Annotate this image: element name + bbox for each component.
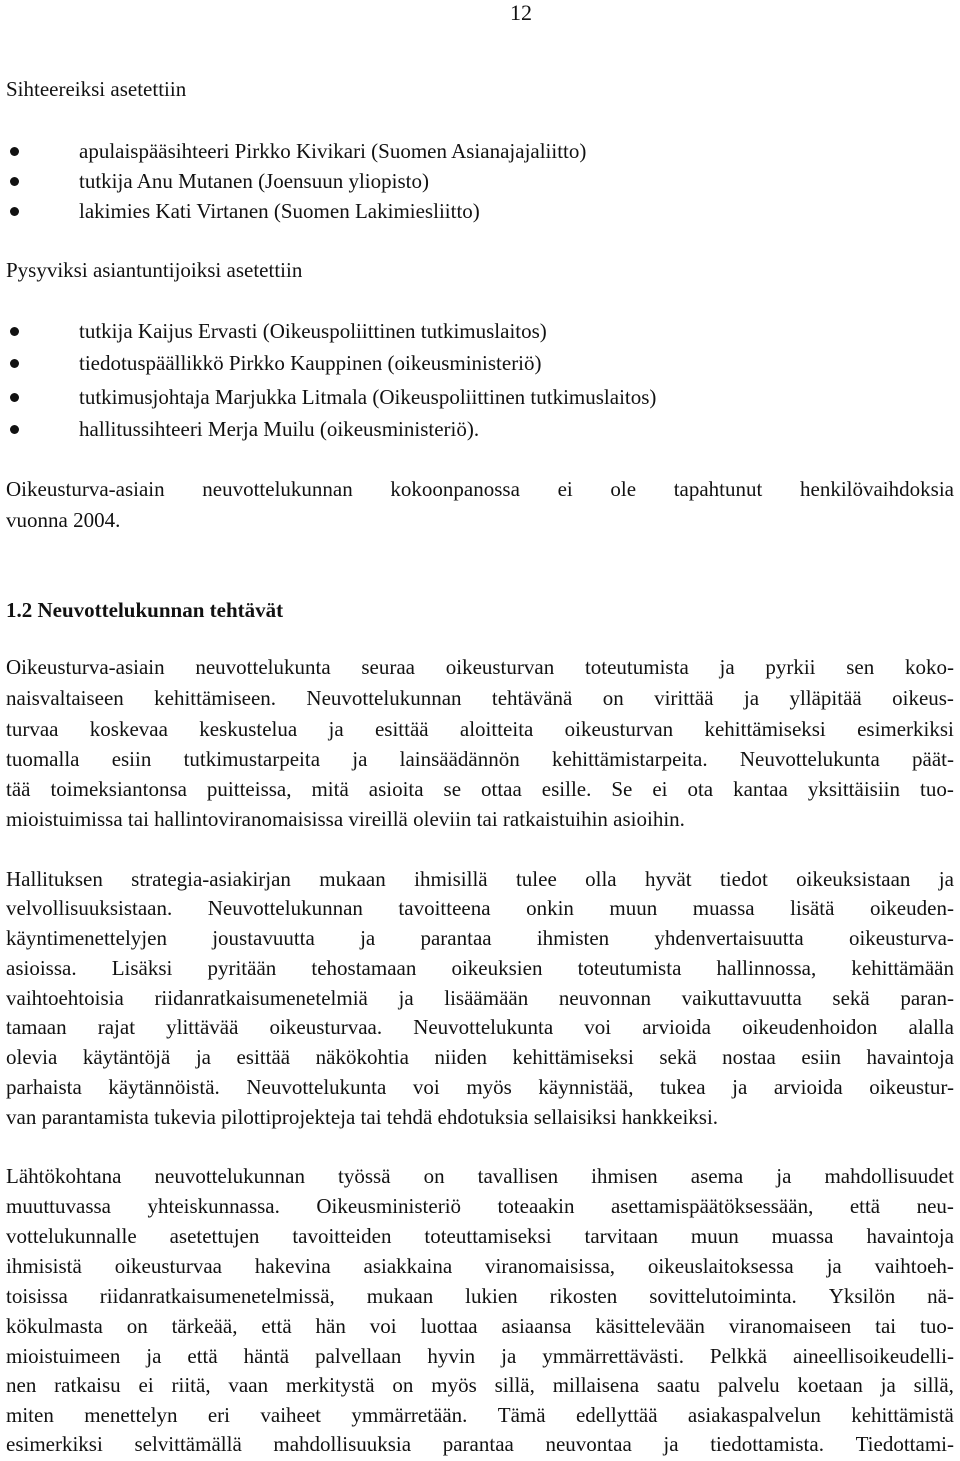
word: oikeuden- (869, 896, 954, 920)
word: käytäntöjä (82, 1045, 171, 1069)
word: havaintoja (866, 1045, 954, 1069)
paragraph-line (6, 1283, 954, 1309)
word: koetaan (797, 1373, 863, 1397)
word: Se (611, 777, 633, 801)
word: oikeuksistaan (796, 867, 911, 891)
word: hyvin (427, 1344, 476, 1368)
word: oikeusturvan (564, 717, 674, 741)
word: asioita (368, 777, 424, 801)
word: mahdollisuudet (824, 1164, 954, 1188)
word: kökulmasta (6, 1314, 103, 1338)
word: mukaan (366, 1284, 434, 1308)
justified-words (6, 1193, 954, 1219)
word: tuo- (919, 777, 954, 801)
justified-words (6, 1014, 954, 1040)
word: käyntimenettelyjen (6, 926, 167, 950)
word: tavoitteiden (292, 1224, 392, 1248)
justified-words (6, 1044, 954, 1070)
word: arvioida (773, 1075, 843, 1099)
word: voi (584, 1015, 612, 1039)
paragraph-line (6, 746, 954, 772)
word: neu- (916, 1194, 954, 1218)
word: onkin (526, 896, 574, 920)
paragraph-line (6, 1431, 954, 1457)
word: on (392, 1373, 414, 1397)
word: mahdollisuuksia (273, 1432, 412, 1456)
word: oikeus- (892, 686, 954, 710)
word: tutkimustarpeita (183, 747, 321, 771)
word: ja (195, 1045, 211, 1069)
word: on (126, 1314, 148, 1338)
justified-words (6, 1343, 954, 1369)
justified-words (6, 654, 954, 680)
word: niiden (434, 1045, 487, 1069)
word: sen (846, 655, 875, 679)
word: viranomaiseen (728, 1314, 852, 1338)
word: myös (431, 1373, 477, 1397)
word: luottaa (420, 1314, 478, 1338)
word: tamaan (6, 1015, 67, 1039)
paragraph-line (6, 476, 954, 502)
word: Tiedottami- (855, 1432, 954, 1456)
word: Neuvottelukunta (413, 1015, 554, 1039)
word: ymmärrettävästi. (542, 1344, 684, 1368)
list-item (10, 138, 586, 164)
paragraph-line (6, 866, 954, 892)
word: käsittelevään (595, 1314, 705, 1338)
word: muun (690, 1224, 739, 1248)
word: sillä, (913, 1373, 954, 1397)
word: Oikeusturva-asiain (6, 655, 165, 679)
word: toteaakin (497, 1194, 575, 1218)
list-item (10, 350, 542, 376)
word: ei (138, 1373, 154, 1397)
word: millaisena (552, 1373, 640, 1397)
word: Tämä (497, 1403, 546, 1427)
word: kehittämiseksi (512, 1045, 634, 1069)
word: mukaan (319, 867, 386, 891)
paragraph-line: van parantamista tukevia pilottiprojekteja tai tehdä ehdotuksia sellaisiksi hankkeiksi. (6, 1105, 719, 1129)
word: työssä (338, 1164, 391, 1188)
word: vaan (228, 1373, 269, 1397)
word: neuvottelukunnan (202, 477, 353, 501)
word: oikeusturva- (848, 926, 954, 950)
justified-words (6, 1431, 954, 1457)
word: koko- (904, 655, 954, 679)
word: yksittäisiin (807, 777, 901, 801)
word: esittää (374, 717, 429, 741)
word: muassa (771, 1224, 834, 1248)
word: nen (6, 1373, 37, 1397)
list-item (10, 416, 479, 442)
word: ja (880, 1373, 896, 1397)
list-item (10, 384, 656, 410)
word: parantaa (420, 926, 492, 950)
justified-words (6, 1313, 954, 1339)
word: neuvonnan (558, 986, 652, 1010)
word: esittää (236, 1045, 291, 1069)
word: ratkaisu (54, 1373, 121, 1397)
list-item-text: tutkimusjohtaja Marjukka Litmala (Oikeuspoliittinen tutkimuslaitos) (79, 385, 657, 409)
word: toteutumista (577, 956, 682, 980)
word: nostaa (722, 1045, 776, 1069)
word: kehittämistä (851, 1403, 954, 1427)
list-item-text: tutkija Anu Mutanen (Joensuun yliopisto) (79, 169, 429, 193)
justified-words (6, 985, 954, 1011)
word: esiin (801, 1045, 842, 1069)
justified-words (6, 1074, 954, 1100)
word: lisätä (790, 896, 835, 920)
word: merkitystä (285, 1373, 375, 1397)
justified-words (6, 716, 954, 742)
word: esiin (111, 747, 152, 771)
list-item (10, 198, 480, 224)
word: parantaa (442, 1432, 514, 1456)
word: neuvottelukunnan (154, 1164, 305, 1188)
word: rikosten (549, 1284, 618, 1308)
word: tukea (660, 1075, 706, 1099)
word: tehostamaan (311, 956, 417, 980)
word: tuo- (920, 1314, 954, 1338)
word: pyrkii (765, 655, 816, 679)
paragraph-line (6, 895, 954, 921)
word: ottaa (481, 777, 522, 801)
bullet-icon (10, 147, 19, 156)
word: palvelu (717, 1373, 780, 1397)
word: ei (557, 477, 573, 501)
word: hän (315, 1314, 346, 1338)
word: tiedottamista. (710, 1432, 824, 1456)
justified-words (6, 776, 954, 802)
word: ole (610, 477, 637, 501)
word: ja (352, 747, 368, 771)
list-item-text: tiedotuspäällikkö Pirkko Kauppinen (oikeusministeriö) (79, 351, 542, 375)
word: yhdenvertaisuutta (654, 926, 804, 950)
word: koskevaa (89, 717, 168, 741)
word: vaihtoehtoisia (6, 986, 124, 1010)
justified-words (6, 1253, 954, 1279)
word: neuvottelukunta (195, 655, 331, 679)
word: tehtävänä (491, 686, 573, 710)
word: sovittelutoiminta. (649, 1284, 797, 1308)
word: havaintoja (866, 1224, 954, 1248)
word: ja (732, 1075, 748, 1099)
word: Yksilön (828, 1284, 896, 1308)
word: ei (652, 777, 668, 801)
word: tiedot (719, 867, 768, 891)
list-item-text: apulaispääsihteeri Pirkko Kivikari (Suomen Asianajajaliitto) (79, 139, 587, 163)
word: ja (146, 1344, 162, 1368)
word: Pelkkä (709, 1344, 768, 1368)
word: ymmärretään. (351, 1403, 468, 1427)
list-item (10, 168, 429, 194)
word: henkilövaihdoksia (800, 477, 954, 501)
word: riitä, (171, 1373, 211, 1397)
word: Neuvottelukunnan (207, 896, 363, 920)
word: oikeuksien (451, 956, 543, 980)
justified-words (6, 685, 954, 711)
word: sillä, (494, 1373, 535, 1397)
word: strategia-asiakirjan (131, 867, 291, 891)
section-heading: 1.2 Neuvottelukunnan tehtävät (6, 598, 284, 622)
secretaries-heading: Sihteereiksi asetettiin (6, 77, 187, 101)
paragraph-line (6, 1343, 954, 1369)
word: että (187, 1344, 218, 1368)
word: päät- (912, 747, 954, 771)
paragraph-line (6, 1313, 954, 1339)
word: joustavuutta (212, 926, 315, 950)
word: että (849, 1194, 881, 1218)
word: voi (369, 1314, 397, 1338)
word: Hallituksen (6, 867, 103, 891)
list-item (10, 318, 547, 344)
word: Oikeusturva-asiain (6, 477, 165, 501)
word: tulee (515, 867, 557, 891)
word: arvioida (642, 1015, 711, 1039)
bullet-icon (10, 177, 19, 186)
word: että (261, 1314, 292, 1338)
word: hyvät (644, 867, 692, 891)
word: asiakkaina (363, 1254, 453, 1278)
word: ihmisistä (6, 1254, 82, 1278)
paragraph-line (6, 1044, 954, 1070)
word: asiaansa (501, 1314, 572, 1338)
word: nä- (927, 1284, 954, 1308)
word: ja (398, 986, 414, 1010)
word: kehittämiseen. (154, 686, 277, 710)
justified-words (6, 1372, 954, 1398)
paragraph-line (6, 1402, 954, 1428)
word: oikeusturvaa. (269, 1015, 383, 1039)
word: ja (719, 655, 735, 679)
word: ylläpitää (789, 686, 862, 710)
word: ja (776, 1164, 792, 1188)
paragraph-line (6, 776, 954, 802)
word: tärkeää, (171, 1314, 238, 1338)
word: toteuttamiseksi (424, 1224, 552, 1248)
word: ihmisen (591, 1164, 658, 1188)
word: muun (609, 896, 658, 920)
paragraph-line: mioistuimissa tai hallintoviranomaisissa vireillä oleviin tai ratkaistuihin asioihin. (6, 807, 685, 831)
justified-words (6, 866, 954, 892)
word: keskustelua (199, 717, 298, 741)
word: esimerkiksi (857, 717, 954, 741)
word: parhaista (6, 1075, 82, 1099)
word: tai (875, 1314, 897, 1338)
word: voi (412, 1075, 440, 1099)
word: paran- (900, 986, 954, 1010)
word: pyritään (207, 956, 277, 980)
paragraph-line (6, 716, 954, 742)
paragraph-line (6, 1163, 954, 1189)
word: myös (466, 1075, 512, 1099)
word: olla (585, 867, 617, 891)
bullet-icon (10, 359, 19, 368)
word: tarvitaan (584, 1224, 658, 1248)
justified-words (6, 1283, 954, 1309)
word: menettelyn (84, 1403, 178, 1427)
word: naisvaltaiseen (6, 686, 124, 710)
word: esille. (541, 777, 592, 801)
word: kehittämään (851, 956, 954, 980)
word: kantaa (733, 777, 788, 801)
word: se (443, 777, 462, 801)
paragraph-line (6, 1193, 954, 1219)
word: Neuvottelukunta (739, 747, 880, 771)
word: olevia (6, 1045, 58, 1069)
word: ja (663, 1432, 679, 1456)
word: mitä (311, 777, 349, 801)
word: asetettujen (169, 1224, 260, 1248)
word: ihmisillä (414, 867, 488, 891)
paragraph-line (6, 1253, 954, 1279)
word: esimerkiksi (6, 1432, 103, 1456)
word: virittää (654, 686, 714, 710)
word: toisissa (6, 1284, 68, 1308)
word: seuraa (361, 655, 416, 679)
word: tapahtunut (673, 477, 763, 501)
word: Lisäksi (111, 956, 173, 980)
word: tää (6, 777, 31, 801)
word: oikeuslaitoksessa (647, 1254, 794, 1278)
word: oikeudenhoidon (742, 1015, 878, 1039)
word: vottelukunnalle (6, 1224, 137, 1248)
word: puitteissa, (206, 777, 292, 801)
word: aineellisoikeudelli- (793, 1344, 954, 1368)
word: mioistuimeen (6, 1344, 121, 1368)
word: lukien (465, 1284, 518, 1308)
justified-words (6, 895, 954, 921)
word: selvittämällä (134, 1432, 242, 1456)
word: ja (328, 717, 344, 741)
word: on (423, 1164, 445, 1188)
word: häntä (243, 1344, 290, 1368)
word: alalla (908, 1015, 954, 1039)
word: kehittämiseksi (704, 717, 826, 741)
word: oikeusturvan (445, 655, 555, 679)
word: Lähtökohtana (6, 1164, 122, 1188)
paragraph-line (6, 654, 954, 680)
paragraph-line (6, 1074, 954, 1100)
word: oikeustur- (869, 1075, 954, 1099)
word: muassa (692, 896, 755, 920)
justified-words (6, 1402, 954, 1428)
word: käynnistää, (538, 1075, 634, 1099)
word: riidanratkaisumenetelmissä, (99, 1284, 335, 1308)
word: asiakaspalvelun (687, 1403, 821, 1427)
word: kokoonpanossa (390, 477, 520, 501)
word: ihmisten (536, 926, 610, 950)
justified-words (6, 746, 954, 772)
word: ja (501, 1344, 517, 1368)
word: velvollisuuksistaan. (6, 896, 173, 920)
page-number: 12 (510, 0, 532, 25)
word: saatu (656, 1373, 701, 1397)
word: toimeksiantonsa (50, 777, 187, 801)
paragraph-line (6, 1372, 954, 1398)
word: lainsäädännön (399, 747, 520, 771)
word: lisäämään (444, 986, 529, 1010)
word: miten (6, 1403, 54, 1427)
word: näkökohtia (315, 1045, 409, 1069)
word: aloitteita (459, 717, 534, 741)
word: asioissa. (6, 956, 77, 980)
word: edellyttää (575, 1403, 658, 1427)
word: turvaa (6, 717, 59, 741)
experts-heading: Pysyviksi asiantuntijoiksi asetettiin (6, 258, 303, 282)
paragraph-line: vuonna 2004. (6, 508, 121, 532)
word: vaiheet (260, 1403, 322, 1427)
word: neuvontaa (545, 1432, 632, 1456)
word: riidanratkaisumenetelmiä (154, 986, 368, 1010)
paragraph-line (6, 1223, 954, 1249)
justified-words (6, 476, 954, 502)
word: ja (360, 926, 376, 950)
word: eri (207, 1403, 231, 1427)
justified-words (6, 1163, 954, 1189)
word: Neuvottelukunta (246, 1075, 387, 1099)
justified-words (6, 1223, 954, 1249)
word: kehittämistarpeita. (551, 747, 708, 771)
word: asettamispäätöksessään, (610, 1194, 814, 1218)
word: toteutumista (584, 655, 689, 679)
word: käytännöistä. (108, 1075, 220, 1099)
paragraph-line (6, 685, 954, 711)
paragraph-line (6, 955, 954, 981)
bullet-icon (10, 425, 19, 434)
word: vaikuttavuutta (681, 986, 802, 1010)
word: rajat (97, 1015, 136, 1039)
word: yhteiskunnassa. (147, 1194, 280, 1218)
word: ja (938, 867, 954, 891)
word: ylittävää (166, 1015, 239, 1039)
word: palvellaan (315, 1344, 402, 1368)
word: hallinnossa, (716, 956, 817, 980)
word: ja (743, 686, 760, 710)
bullet-icon (10, 207, 19, 216)
word: Oikeusministeriö (316, 1194, 462, 1218)
word: on (602, 686, 624, 710)
word: tavallisen (477, 1164, 559, 1188)
word: vaihtoeh- (874, 1254, 954, 1278)
paragraph-line (6, 925, 954, 951)
word: asema (690, 1164, 744, 1188)
word: tavoitteena (398, 896, 491, 920)
list-item-text: tutkija Kaijus Ervasti (Oikeuspoliittinen tutkimuslaitos) (79, 319, 547, 343)
word: tuomalla (6, 747, 80, 771)
bullet-icon (10, 393, 19, 402)
paragraph-line (6, 1014, 954, 1040)
paragraph-line (6, 985, 954, 1011)
word: oikeusturvaa (114, 1254, 222, 1278)
word: viranomaisissa, (485, 1254, 616, 1278)
list-item-text: hallitussihteeri Merja Muilu (oikeusministeriö). (79, 417, 480, 441)
word: ja (826, 1254, 842, 1278)
word: muuttuvassa (6, 1194, 111, 1218)
word: Neuvottelukunnan (306, 686, 462, 710)
word: sekä (659, 1045, 697, 1069)
word: hakevina (254, 1254, 331, 1278)
list-item-text: lakimies Kati Virtanen (Suomen Lakimiesliitto) (79, 199, 480, 223)
justified-words (6, 955, 954, 981)
justified-words (6, 925, 954, 951)
word: ota (687, 777, 714, 801)
word: sekä (832, 986, 870, 1010)
bullet-icon (10, 327, 19, 336)
